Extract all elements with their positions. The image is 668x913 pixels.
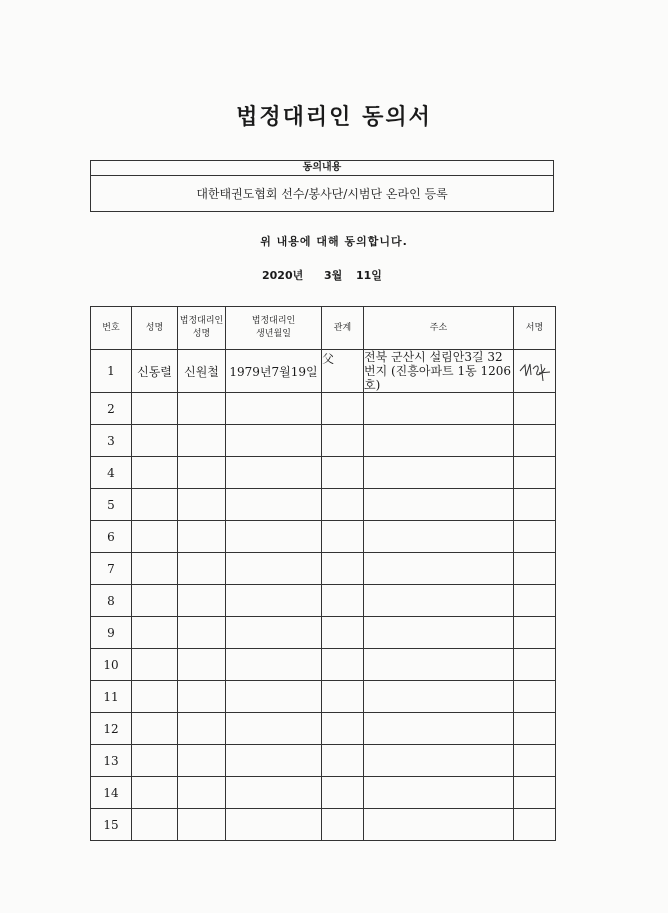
row-guardian-name	[178, 809, 226, 841]
header-signature: 서명	[514, 307, 556, 350]
row-signature	[514, 745, 556, 777]
row-name	[132, 809, 178, 841]
row-relation	[322, 681, 364, 713]
row-guardian-name	[178, 617, 226, 649]
row-address	[364, 457, 514, 489]
row-guardian-name	[178, 393, 226, 425]
consent-body: 대한태권도협회 선수/봉사단/시범단 온라인 등록	[196, 187, 448, 201]
row-relation	[322, 713, 364, 745]
row-relation	[322, 585, 364, 617]
table-row	[91, 649, 556, 681]
row-number: 12	[91, 713, 132, 745]
row-guardian-name	[178, 521, 226, 553]
row-guardian-birth	[226, 521, 322, 553]
row-guardian-name	[178, 425, 226, 457]
row-name	[132, 425, 178, 457]
header-name: 성명	[132, 307, 178, 350]
agreement-statement: 위 내용에 대해 동의합니다.	[260, 235, 408, 248]
row-number: 9	[91, 617, 132, 649]
row-address	[364, 489, 514, 521]
row-guardian-birth	[226, 617, 322, 649]
row-signature	[514, 553, 556, 585]
row-number: 6	[91, 521, 132, 553]
table-row	[91, 681, 556, 713]
row-relation	[322, 393, 364, 425]
row-name	[132, 521, 178, 553]
row-name	[132, 457, 178, 489]
row-name	[132, 617, 178, 649]
table-row	[91, 745, 556, 777]
row-guardian-birth: 1979년7월19일	[226, 350, 322, 393]
row-number: 11	[91, 681, 132, 713]
row-relation	[322, 521, 364, 553]
table-row	[91, 617, 556, 649]
row-guardian-name	[178, 457, 226, 489]
row-signature	[514, 713, 556, 745]
row-address	[364, 617, 514, 649]
date-month: 3월	[324, 269, 343, 282]
document-date	[262, 267, 382, 283]
row-signature	[514, 585, 556, 617]
row-address	[364, 809, 514, 841]
date-year: 2020년	[262, 269, 304, 282]
row-guardian-birth	[226, 777, 322, 809]
date-day: 11일	[356, 269, 382, 282]
row-name	[132, 713, 178, 745]
row-guardian-birth	[226, 425, 322, 457]
row-guardian-name	[178, 553, 226, 585]
row-guardian-name	[178, 585, 226, 617]
row-signature	[514, 350, 556, 393]
row-number: 14	[91, 777, 132, 809]
row-relation	[322, 425, 364, 457]
row-guardian-birth	[226, 681, 322, 713]
row-relation	[322, 745, 364, 777]
row-guardian-birth	[226, 585, 322, 617]
row-relation	[322, 457, 364, 489]
row-signature	[514, 777, 556, 809]
row-address	[364, 553, 514, 585]
row-guardian-birth	[226, 745, 322, 777]
row-signature	[514, 809, 556, 841]
table-header-row	[91, 307, 556, 350]
row-address	[364, 745, 514, 777]
document-title: 법정대리인 동의서	[236, 105, 432, 130]
row-name	[132, 777, 178, 809]
row-relation	[322, 777, 364, 809]
row-guardian-name	[178, 489, 226, 521]
row-address	[364, 681, 514, 713]
row-address	[364, 521, 514, 553]
row-relation: 父	[322, 350, 364, 393]
row-guardian-name	[178, 713, 226, 745]
row-signature	[514, 393, 556, 425]
row-guardian-birth	[226, 457, 322, 489]
row-number: 10	[91, 649, 132, 681]
row-guardian-birth	[226, 393, 322, 425]
row-address	[364, 713, 514, 745]
row-signature	[514, 521, 556, 553]
row-guardian-name: 신원철	[178, 350, 226, 393]
header-guardian-name: 법정대리인 성명	[178, 307, 226, 350]
row-signature	[514, 681, 556, 713]
row-name	[132, 649, 178, 681]
signature-mark	[517, 359, 553, 383]
table-row	[91, 585, 556, 617]
table-row	[91, 777, 556, 809]
table-row	[91, 713, 556, 745]
consent-header: 동의내용	[91, 161, 553, 176]
row-signature	[514, 425, 556, 457]
row-guardian-birth	[226, 809, 322, 841]
header-guardian-birth: 법정대리인 생년월일	[226, 307, 322, 350]
row-name	[132, 489, 178, 521]
row-guardian-name	[178, 777, 226, 809]
row-number: 8	[91, 585, 132, 617]
header-address: 주소	[364, 307, 514, 350]
row-guardian-birth	[226, 553, 322, 585]
row-relation	[322, 489, 364, 521]
row-number: 3	[91, 425, 132, 457]
table-row	[91, 521, 556, 553]
row-relation	[322, 617, 364, 649]
table-row	[91, 425, 556, 457]
row-number: 4	[91, 457, 132, 489]
row-guardian-name	[178, 681, 226, 713]
table-row	[91, 457, 556, 489]
row-name	[132, 681, 178, 713]
row-signature	[514, 649, 556, 681]
row-relation	[322, 553, 364, 585]
table-row	[91, 809, 556, 841]
header-relation: 관계	[322, 307, 364, 350]
row-guardian-birth	[226, 649, 322, 681]
row-guardian-name	[178, 745, 226, 777]
table-row	[91, 489, 556, 521]
row-guardian-name	[178, 649, 226, 681]
row-number: 15	[91, 809, 132, 841]
row-signature	[514, 617, 556, 649]
row-address	[364, 585, 514, 617]
row-signature	[514, 489, 556, 521]
row-name	[132, 585, 178, 617]
row-number: 5	[91, 489, 132, 521]
row-address	[364, 649, 514, 681]
row-number: 7	[91, 553, 132, 585]
row-signature	[514, 457, 556, 489]
row-name	[132, 745, 178, 777]
row-address	[364, 425, 514, 457]
row-name	[132, 393, 178, 425]
row-address: 전북 군산시 설림안3길 32번지 (진흥아파트 1동 1206호)	[364, 350, 514, 393]
row-relation	[322, 809, 364, 841]
row-name: 신동렬	[132, 350, 178, 393]
row-guardian-birth	[226, 489, 322, 521]
row-number: 13	[91, 745, 132, 777]
table-row	[91, 553, 556, 585]
row-address	[364, 393, 514, 425]
guardian-table	[90, 306, 556, 841]
header-number: 번호	[91, 307, 132, 350]
table-row	[91, 350, 556, 393]
row-address	[364, 777, 514, 809]
row-number: 1	[91, 350, 132, 393]
row-relation	[322, 649, 364, 681]
row-guardian-birth	[226, 713, 322, 745]
row-number: 2	[91, 393, 132, 425]
row-name	[132, 553, 178, 585]
consent-box	[90, 160, 554, 212]
table-row	[91, 393, 556, 425]
